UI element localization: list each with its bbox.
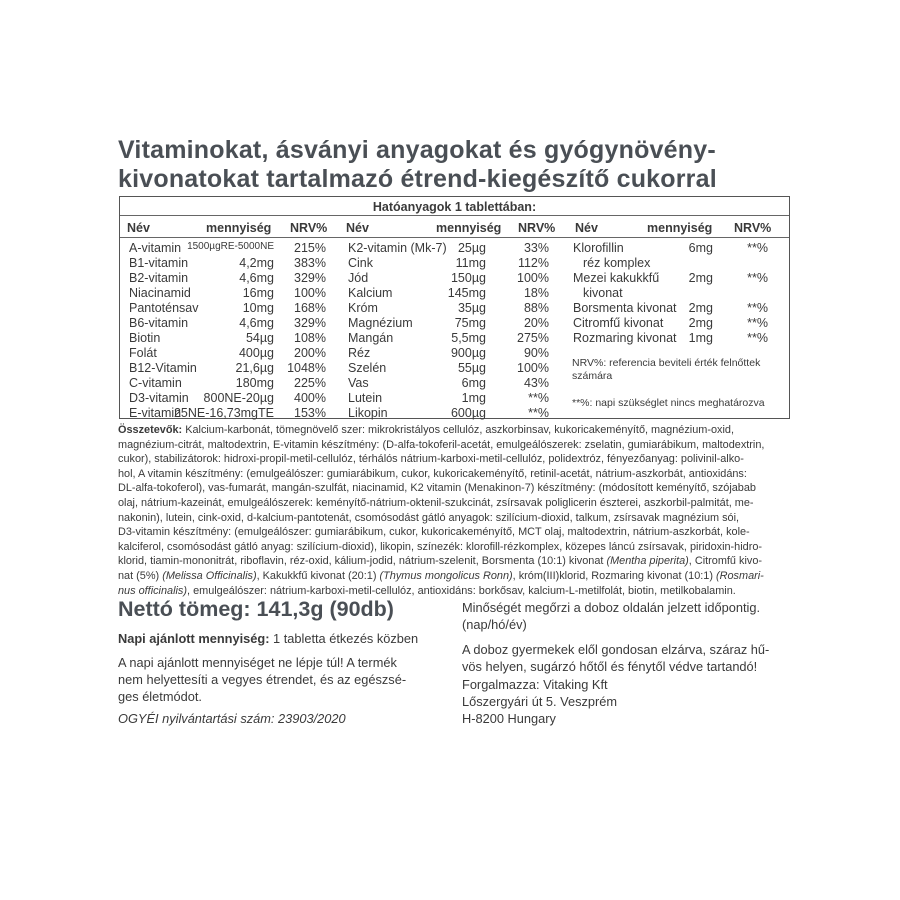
nrv-note-line-2: számára	[572, 370, 613, 382]
nutrient-amount: 4,2mg	[239, 256, 274, 270]
nutrient-amount: 6mg	[461, 376, 486, 390]
nutrient-nrv: 18%	[523, 286, 549, 300]
nutrient-amount: 4,6mg	[239, 271, 274, 285]
nutrient-nrv: **%	[747, 241, 768, 255]
best-before-l2: (nap/hó/év)	[462, 617, 527, 632]
nutrient-name: Likopin	[348, 406, 388, 420]
nutrient-amount: 5,5mg	[451, 331, 486, 345]
nutrient-name: Réz	[348, 346, 371, 360]
nutrient-nrv: 88%	[523, 301, 549, 315]
nutrient-nrv: **%	[747, 271, 768, 285]
nutrient-amount: 800NE-20µg	[203, 391, 274, 405]
daily-dose-label: Napi ajánlott mennyiség:	[118, 631, 270, 646]
nutrient-amount: 10mg	[242, 301, 274, 315]
ingredients-l5: DL-alfa-tokoferol), vas-fumarát, mangán-szulfát, niacinamid, K2 vitamin (Menakinon-7) készítmény: (módosított keményítő, szójabab	[118, 482, 756, 495]
nutrient-nrv: 225%	[294, 376, 326, 390]
nutrient-nrv: 383%	[294, 256, 326, 270]
nutrient-nrv: 200%	[294, 346, 326, 360]
product-title	[118, 136, 798, 194]
warning-l1: A napi ajánlott mennyiséget ne lépje túl! A termék	[118, 655, 397, 670]
daily-dose-text: 1 tabletta étkezés közben	[269, 631, 419, 646]
ingredients-l11-italic-1: (Melissa Officinalis)	[162, 569, 257, 582]
storage-l1: A doboz gyermekek elől gondosan elzárva, száraz hű-	[462, 642, 770, 657]
nutrient-nrv: 329%	[294, 271, 326, 285]
nutrient-nrv: 90%	[523, 346, 549, 360]
nutrient-nrv: 43%	[523, 376, 549, 390]
asterisk-note: **%: napi szükséglet nincs meghatározva	[572, 397, 765, 409]
ingredients-l11-italic-3: (Rosmari-	[716, 569, 764, 582]
ingredients-l10-b: , Citromfű kivo-	[688, 555, 763, 568]
nutrient-name: Mezei kakukkfű	[573, 271, 660, 285]
distributor-l3: H-8200 Hungary	[462, 711, 556, 726]
nutrient-amount: 54µg	[245, 331, 274, 345]
nutrient-amount: 2mg	[688, 316, 713, 330]
nutrient-amount: 600µg	[450, 406, 486, 420]
nutrient-nrv: **%	[528, 391, 549, 405]
nutrient-amount: 25NE-16,73mgTE	[173, 406, 274, 420]
warning-l3: ges életmódot.	[118, 689, 202, 704]
nutrient-name: Kalcium	[348, 286, 393, 300]
ingredients-l11-c: , króm(III)klorid, Rozmaring kivonat (10:1)	[512, 569, 716, 582]
ingredients-l12-a: , emulgeálószer: nátrium-karboxi-metil-cellulóz, antioxidáns: borkősav, kalcium-L-metilfolát, biotin, metilkobalamin.	[187, 584, 736, 597]
nutrient-nrv: 153%	[294, 406, 326, 420]
ingredients-l6: olaj, nátrium-kazeinát, emulgeálószerek: keményítő-nátrium-oktenil-szukcinát, zsírsavak poliglicerin észterei, aszkorbil-palmitát, me-	[118, 496, 754, 509]
best-before-l1: Minőségét megőrzi a doboz oldalán jelzett időpontig.	[462, 600, 761, 615]
table-divider-top	[120, 215, 789, 216]
col3-header-amount: mennyiség	[647, 221, 713, 235]
nutrient-amount: 150µg	[450, 271, 486, 285]
ingredients-l11	[118, 569, 790, 584]
nutrient-amount: 145mg	[447, 286, 486, 300]
table-row	[120, 331, 789, 346]
nutrient-name: Magnézium	[348, 316, 413, 330]
nutrient-nrv: **%	[747, 316, 768, 330]
ingredients-l7: nakonin), lutein, cink-oxid, d-kalcium-pantotenát, csomósodást gátló anyagok: szilícium-dioxid, talkum, zsírsavak magnézium sói,	[118, 511, 740, 524]
nutrient-name: Niacinamid	[129, 286, 191, 300]
ingredients-l3: cukor), stabilizátorok: hidroxi-propil-metil-cellulóz, térhálós nátrium-karboxi-metil-cellulóz, polidextróz, fényezőanyag: polivinil-alko-	[118, 453, 744, 466]
nutrient-name: Biotin	[129, 331, 161, 345]
ingredients-l11-a: nat (5%)	[118, 569, 163, 582]
nutrient-name: E-vitamin	[129, 406, 182, 420]
nutrient-nrv: 1048%	[287, 361, 326, 375]
active-ingredients-table	[119, 196, 790, 419]
nutrient-nrv: 100%	[294, 286, 326, 300]
nutrient-nrv: 215%	[294, 241, 326, 255]
nutrient-amount: 180mg	[235, 376, 274, 390]
nrv-note-line-1: NRV%: referencia beviteli érték felnőttek	[572, 357, 761, 369]
nutrient-nrv: **%	[747, 331, 768, 345]
nutrient-name: Citromfű kivonat	[573, 316, 664, 330]
nutrient-nrv: 112%	[517, 256, 549, 270]
storage-l2: vös helyen, sugárzó hőtől és fénytől védve tartandó!	[462, 659, 758, 674]
nutrient-name: Jód	[348, 271, 369, 285]
nutrient-nrv: **%	[528, 406, 549, 420]
ingredients-label: Összetevők:	[118, 424, 183, 436]
nutrient-name: C-vitamin	[129, 376, 182, 390]
distributor-l2: Lőszergyári út 5. Veszprém	[462, 694, 618, 709]
ingredients-l10-a: klorid, tiamin-mononitrát, riboflavin, réz-oxid, kálium-jodid, nátrium-szelenit, Borsmenta (10:1) kivonat	[118, 555, 607, 568]
table-row	[120, 301, 789, 316]
nutrient-amount: 1500µgRE-5000NE	[187, 241, 274, 252]
nutrient-amount: 4,6mg	[239, 316, 274, 330]
nutrient-name: Szelén	[348, 361, 387, 375]
title-line-1: Vitaminokat, ásványi anyagokat és gyógynövény-	[118, 136, 716, 164]
nutrient-amount: 25µg	[457, 241, 486, 255]
table-row	[120, 256, 789, 271]
nutrient-amount: 35µg	[457, 301, 486, 315]
storage-instructions	[462, 641, 769, 675]
col3-header-name: Név	[575, 221, 598, 235]
nutrient-name: B12-Vitamin	[129, 361, 197, 375]
warning-l2: nem helyettesíti a vegyes étrendet, és az egészsé-	[118, 672, 407, 687]
distributor-l1: Forgalmazza: Vitaking Kft	[462, 677, 608, 692]
nutrient-name: Vas	[348, 376, 369, 390]
nutrient-name: Mangán	[348, 331, 394, 345]
ingredients-l12	[118, 584, 790, 599]
ingredients-l1: Kalcium-karbonát, tömegnövelő szer: mikrokristályos cellulóz, aszkorbinsav, kukoricakeményítő, magnézium-oxid,	[182, 424, 734, 436]
table-heading: Hatóanyagok 1 tablettában:	[372, 200, 537, 214]
ingredients-l11-italic-2: (Thymus mongolicus Ronn)	[379, 569, 513, 582]
nutrient-nrv: 108%	[294, 331, 326, 345]
nutrient-name: Borsmenta kivonat	[573, 301, 677, 315]
nutrient-name: B6-vitamin	[129, 316, 189, 330]
nutrient-nrv: 33%	[523, 241, 549, 255]
col1-header-amount: mennyiség	[206, 221, 272, 235]
nutrient-name: kivonat	[583, 286, 623, 300]
nutrient-nrv: **%	[747, 301, 768, 315]
nutrient-amount: 21,6µg	[235, 361, 274, 375]
table-row	[120, 286, 789, 301]
nutrient-nrv: 100%	[517, 361, 549, 375]
nutrient-nrv: 168%	[294, 301, 326, 315]
nutrient-amount: 2mg	[688, 301, 713, 315]
nutrient-nrv: 329%	[294, 316, 326, 330]
col3-header-nrv: NRV%	[734, 221, 772, 235]
nutrient-name: Króm	[348, 301, 378, 315]
ingredients-l2: magnézium-citrát, maltodextrin, E-vitamin készítmény: (D-alfa-tokoferil-acetát, emulgeálószerek: zselatin, gumiarábikum, maltodextrin,	[118, 438, 765, 451]
best-before	[462, 599, 760, 633]
col2-header-nrv: NRV%	[518, 221, 556, 235]
nutrient-name: D3-vitamin	[129, 391, 189, 405]
nutrient-amount: 900µg	[450, 346, 486, 360]
table-divider-header	[120, 237, 789, 238]
nutrient-nrv: 275%	[517, 331, 549, 345]
nutrient-name: B1-vitamin	[129, 256, 189, 270]
daily-dose	[118, 630, 418, 647]
net-weight: Nettó tömeg: 141,3g (90db)	[118, 597, 394, 621]
ingredients-l10-italic: (Mentha piperita)	[606, 555, 689, 568]
distributor	[462, 676, 617, 727]
ingredients-l4: hol, A vitamin készítmény: (emulgeálószer: gumiarábikum, cukor, kukoricakeményítő, retinil-acetát, nátrium-aszkorbát, antioxidáns:	[118, 467, 747, 480]
nutrient-amount: 1mg	[688, 331, 713, 345]
nutrient-name: Cink	[348, 256, 374, 270]
table-row	[120, 241, 789, 256]
ingredients-line	[118, 423, 790, 438]
nutrient-amount: 400µg	[238, 346, 274, 360]
ingredients-l10	[118, 554, 790, 569]
nutrient-nrv: 20%	[523, 316, 549, 330]
nutrient-amount: 55µg	[457, 361, 486, 375]
nutrient-amount: 16mg	[242, 286, 274, 300]
nrv-note	[572, 357, 760, 383]
ingredients-l11-b: , Kakukkfű kivonat (20:1)	[256, 569, 380, 582]
nutrient-name: Folát	[129, 346, 157, 360]
nutrient-name: Rozmaring kivonat	[573, 331, 677, 345]
ingredients-l12-italic: nus officinalis)	[118, 584, 188, 597]
nutrient-name: B2-vitamin	[129, 271, 189, 285]
table-row	[120, 271, 789, 286]
nutrient-name: Pantoténsav	[129, 301, 199, 315]
col1-header-nrv: NRV%	[290, 221, 328, 235]
ingredients-l9: kalciferol, csomósodást gátló anyag: szilícium-dioxid), likopin, színezék: klorofill-rézkomplex, közepes láncú zsírsavak, piridoxin-hidro-	[118, 540, 763, 553]
col1-header-name: Név	[127, 221, 150, 235]
ogyei-number: OGYÉI nyilvántartási szám: 23903/2020	[118, 711, 346, 726]
col2-header-name: Név	[346, 221, 369, 235]
table-row	[120, 316, 789, 331]
ingredients-l8: D3-vitamin készítmény: (emulgeálószer: gumiarábikum, cukor, kukoricakeményítő, MCT olaj, maltodextrin, nátrium-aszkorbát, kole-	[118, 526, 750, 539]
nutrient-amount: 75mg	[454, 316, 486, 330]
nutrient-name: K2-vitamin (Mk-7)	[348, 241, 447, 255]
col2-header-amount: mennyiség	[436, 221, 502, 235]
nutrient-amount: 6mg	[688, 241, 713, 255]
nutrient-name: Klorofillin	[573, 241, 624, 255]
warning-text	[118, 654, 406, 705]
ingredients-text	[118, 423, 790, 598]
nutrient-nrv: 100%	[517, 271, 549, 285]
nutrient-amount: 1mg	[461, 391, 486, 405]
nutrient-amount: 11mg	[455, 256, 486, 270]
title-line-2: kivonatokat tartalmazó étrend-kiegészítő cukorral	[118, 165, 717, 193]
nutrient-name: Lutein	[348, 391, 383, 405]
nutrient-amount: 2mg	[688, 271, 713, 285]
nutrient-name: A-vitamin	[129, 241, 182, 255]
nutrient-nrv: 400%	[294, 391, 326, 405]
nutrient-name: réz komplex	[583, 256, 651, 270]
